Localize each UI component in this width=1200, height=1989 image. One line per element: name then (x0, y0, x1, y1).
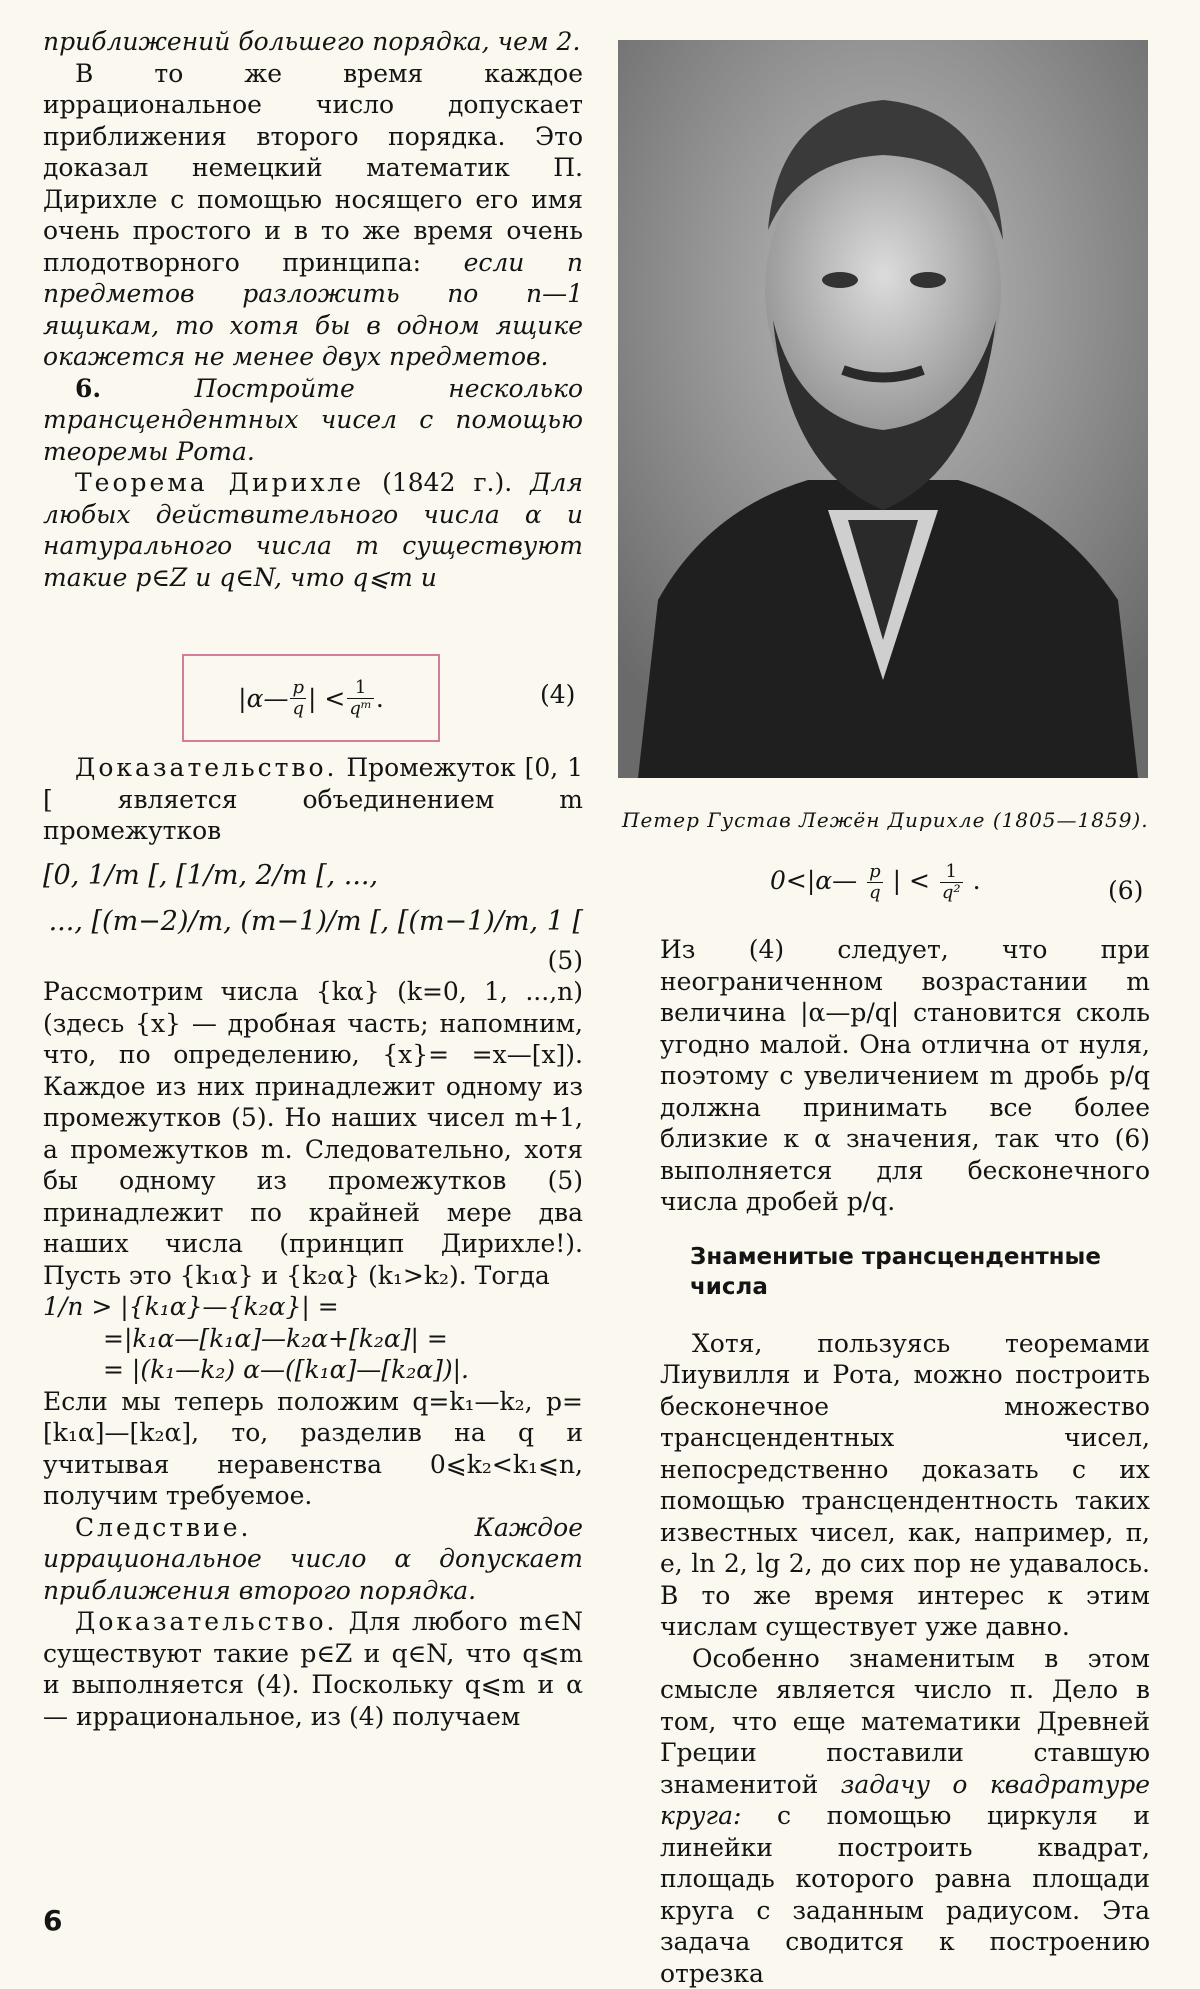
paragraph-consider: Рассмотрим числа {kα} (k=0, 1, ...,n) (здесь {x} — дробная часть; напомним, что, по определению, {x}= =x—[x]). Каждое из них принадлежит одному из промежутков (5). Но наших чисел m+1, а промежутков m. Следовательно, хотя бы одному из промежутков (5) принадлежит по крайней мере два наших числа (принцип Дирихле!). Пусть это {k₁α} и {k₂α} (k₁>k₂). Тогда (43, 976, 583, 1291)
fraction-p-q: $\frac{p}{q}$ (290, 678, 306, 719)
fraction-1-q2: $\frac{1}{\text{q²}}$ (940, 862, 963, 903)
paragraph-intro: приближений большего порядка, чем 2. (43, 26, 583, 58)
equation-4-box: |α— $\frac{p}{q}$ | < $\frac{1}{\text{qᵐ}}$ . (182, 654, 440, 742)
equation-6-number: (6) (1108, 876, 1143, 905)
task-6: 6. Постройте несколько трансцендентных чисел с помощью теоремы Рота. (43, 373, 583, 468)
inequality-line-2: =|k₁α—[k₁α]—k₂α+[k₂α]| = (43, 1323, 583, 1355)
paragraph-if: Если мы теперь положим q=k₁—k₂, p=[k₁α]—[k₂α], то, разделив на q и учитывая неравенства 0⩽k₂<k₁⩽n, получим требуемое. (43, 1386, 583, 1512)
fraction-p-q-6: $\frac{p}{q}$ (867, 862, 883, 903)
portrait-image (618, 40, 1148, 778)
inequality-line-1: 1/n > |{k₁α}—{k₂α}| = (43, 1291, 583, 1323)
right-column (660, 934, 1150, 1989)
intervals-line-2: ..., [(m−2)/m, (m−1)/m [, [(m−1)/m, 1 [ (43, 899, 583, 945)
section-heading: Знаменитые трансцендентные числа (690, 1242, 1150, 1302)
inequality-line-3: = |(k₁—k₂) α—([k₁α]—[k₂α])|. (43, 1354, 583, 1386)
proof-2: Доказательство. Для любого m∈N существуют такие p∈Z и q∈N, что q⩽m и выполняется (4). Поскольку q⩽m и α — иррациональное, из (4) получаем (43, 1606, 583, 1732)
equation-5-number: (5) (43, 945, 583, 977)
paragraph-dirichlet-principle: В то же время каждое иррациональное число допускает приближения второго порядка. Это доказал немецкий математик П. Дирихле с помощью носящего его имя очень простого и в то же время очень плодотворного принципа: если n предметов разложить по n—1 ящикам, то хотя бы в одном ящике окажется не менее двух предметов. (43, 58, 583, 373)
portrait-caption: Петер Густав Лежён Дирихле (1805—1859). (622, 808, 1152, 832)
intervals-line-1: [0, 1/m [, [1/m, 2/m [, ..., (43, 853, 583, 899)
left-column-proof (43, 752, 583, 1732)
paragraph-from-4: Из (4) следует, что при неограниченном возрастании m величина |α—p/q| становится сколь угодно малой. Она отлична от нуля, поэтому с увеличением m дробь p/q должна принимать все более близкие к α значения, так что (6) выполняется для бесконечного числа дробей p/q. (660, 934, 1150, 1218)
proof-paragraph: Доказательство. Промежуток [0, 1 [ является объединением m промежутков (43, 752, 583, 847)
portrait-illustration (618, 40, 1148, 778)
theorem-dirichlet: Теорема Дирихле (1842 г.). Для любых действительного числа α и натурального числа m существуют такие p∈Z и q∈N, что q⩽m и (43, 467, 583, 593)
equation-4-number: (4) (540, 680, 575, 709)
corollary: Следствие. Каждое иррациональное число α допускает приближения второго порядка. (43, 1512, 583, 1607)
left-column (43, 26, 583, 593)
equation-6: 0<|α— $\frac{p}{q}$ | < $\frac{1}{\text{q²}}$ . (770, 862, 981, 903)
paragraph-liouville: Хотя, пользуясь теоремами Лиувилля и Рота, можно построить бесконечное множество трансцендентных чисел, непосредственно доказать с их помощью трансцендентность таких известных чисел, как, например, π, e, ln 2, lg 2, до сих пор не удавалось. В то же время интерес к этим числам существует уже давно. (660, 1328, 1150, 1643)
page-number: 6 (43, 1904, 62, 1937)
fraction-1-qm: $\frac{1}{\text{qᵐ}}$ (347, 678, 374, 719)
paragraph-pi: Особенно знаменитым в этом смысле является число π. Дело в том, что еще математики Древней Греции поставили ставшую знаменитой задачу о квадратуре круга: с помощью циркуля и линейки построить квадрат, площадь которого равна площади круга с заданным радиусом. Эта задача сводится к построению отрезка (660, 1643, 1150, 1989)
